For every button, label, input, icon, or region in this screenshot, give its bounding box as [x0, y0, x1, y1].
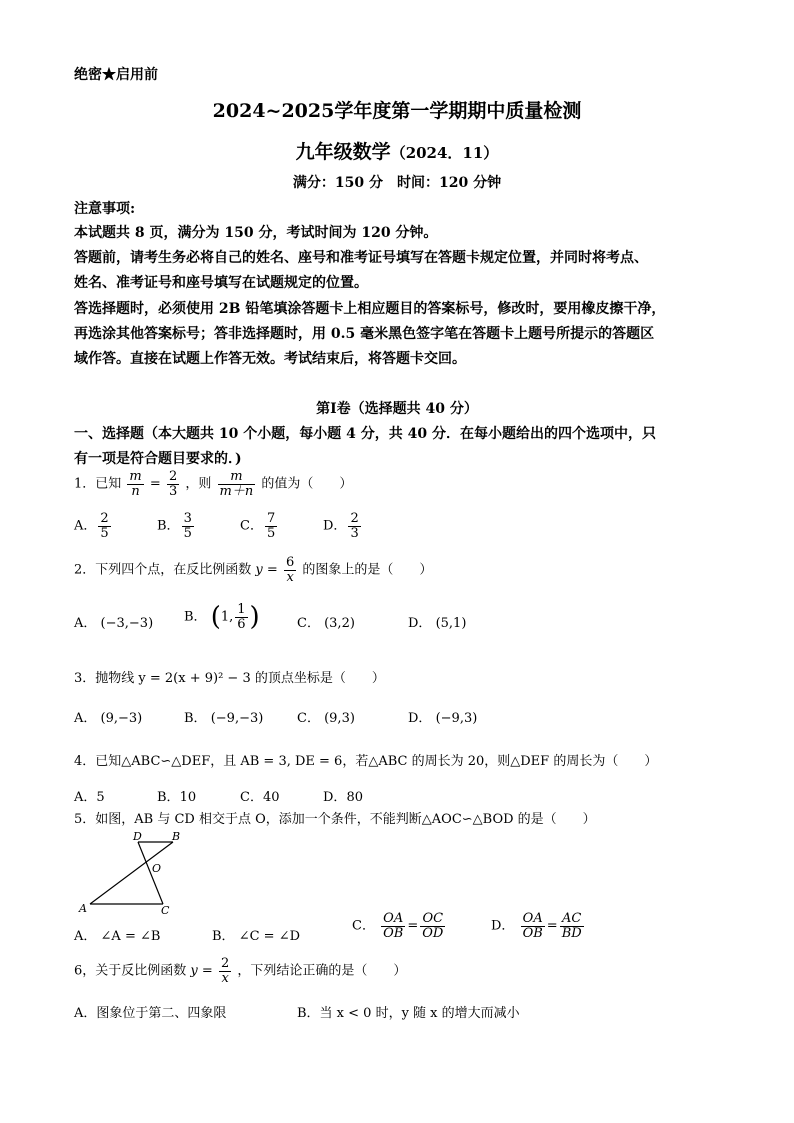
label-o: O	[152, 862, 162, 875]
q4-option-a[interactable]: A．5	[74, 790, 105, 805]
q5-figure	[70, 830, 200, 915]
notes-line: 答选择题时，必须使用 2B 铅笔填涂答题卡上相应题目的答案标号，修改时，要用橡皮擦干净，	[74, 301, 666, 317]
q1-fraction-m-mn: $\frac{m}{m+n}$	[219, 469, 254, 499]
notes-line: 本试题共 8 页，满分为 150 分，考试时间为 120 分钟。	[74, 225, 438, 241]
q5-option-c[interactable]: C． $\frac{OA}{OB}$ = $\frac{OC}{OD}$	[352, 911, 444, 941]
q1-option-a[interactable]: A． $\frac{2}{5}$	[74, 511, 109, 541]
label-d: D	[133, 830, 142, 843]
notes-line: 域作答。直接在试题上作答无效。考试结束后，将答题卡交回。	[74, 351, 466, 367]
q1-suffix: 的值为（ ）	[261, 476, 353, 492]
q6-option-a[interactable]: A．图象位于第二、四象限	[74, 1006, 227, 1021]
q4-option-b[interactable]: B．10	[157, 790, 197, 805]
exam-title: 2024~2025学年度第一学期期中质量检测	[212, 100, 582, 122]
q6-fraction-2-x: $\frac{2}{x}$	[220, 956, 230, 986]
q1-fraction-m-n: $\frac{m}{n}$	[129, 469, 142, 499]
exam-subtitle	[0, 137, 794, 164]
q1-prefix: 1．已知	[74, 476, 122, 492]
q4-option-d[interactable]: D．80	[323, 790, 363, 805]
label-a: A	[79, 902, 87, 915]
notes-line: 答题前，请考生务必将自己的姓名、座号和准考证号填写在答题卡规定位置，并同时将考点、	[74, 250, 648, 266]
notes-line: 姓名、准考证号和座号填写在试题规定的位置。	[74, 275, 368, 291]
label-b: B	[172, 830, 181, 843]
question-6: 6，关于反比例函数 y = $\frac{2}{x}$ ，下列结论正确的是（ ）	[74, 956, 407, 986]
q2-option-b[interactable]: B． (1, $\frac{1}{6}$ )	[184, 601, 260, 632]
q6-option-b[interactable]: B．当 x < 0 时，y 随 x 的增大而减小	[297, 1006, 520, 1021]
q2-fraction-6-x: $\frac{6}{x}$	[285, 555, 295, 585]
question-2: 2．下列四个点，在反比例函数 y = $\frac{6}{x}$ 的图象上的是（ ）	[74, 555, 433, 585]
q3-option-c[interactable]: C． (9,3)	[297, 711, 355, 726]
subtitle-main: 九年级数学	[295, 141, 391, 163]
section-instructions: 有一项是符合题目要求的．)	[74, 451, 242, 467]
q4-option-c[interactable]: C．40	[240, 790, 280, 805]
q1-option-c[interactable]: C． $\frac{7}{5}$	[240, 511, 276, 541]
q5-option-a[interactable]: A． ∠A = ∠B	[74, 929, 161, 944]
label-c: C	[161, 904, 170, 915]
notes-heading: 注意事项:	[74, 201, 136, 217]
question-4: 4．已知△ABC∽△DEF，且 AB = 3, DE = 6，若△ABC 的周长为 20，则△DEF 的周长为（ ）	[74, 754, 658, 769]
score-time: 满分：150 分 时间：120 分钟	[292, 175, 502, 191]
section-title: 第Ⅰ卷（选择题共 40 分）	[316, 401, 478, 417]
q5-option-d[interactable]: D． $\frac{OA}{OB}$ = $\frac{AC}{BD}$	[491, 911, 582, 941]
question-1: 1．已知 $\frac{m}{n}$ = $\frac{2}{3}$ ，则 $\frac{m}{m+n}$ 的值为（ ）	[74, 469, 353, 499]
q2-option-a[interactable]: A． (−3,−3)	[74, 616, 154, 631]
q5-option-b[interactable]: B． ∠C = ∠D	[212, 929, 301, 944]
secret-label: 绝密★启用前	[74, 67, 158, 83]
question-3: 3．抛物线 y = 2(x + 9)² − 3 的顶点坐标是（ ）	[74, 671, 385, 686]
q3-option-a[interactable]: A． (9,−3)	[74, 711, 143, 726]
q1-option-d[interactable]: D． $\frac{2}{3}$	[323, 511, 359, 541]
q1-option-b[interactable]: B． $\frac{3}{5}$	[157, 511, 192, 541]
subtitle-date: （2024．11）	[390, 144, 499, 162]
section-instructions: 一、选择题（本大题共 10 个小题，每小题 4 分，共 40 分．在每小题给出的四个选项中，只	[74, 426, 656, 442]
q3-option-b[interactable]: B． (−9,−3)	[184, 711, 264, 726]
question-5: 5．如图，AB 与 CD 相交于点 O，添加一个条件，不能判断△AOC∽△BOD 的是（ ）	[74, 812, 596, 827]
q2-option-d[interactable]: D． (5,1)	[408, 616, 467, 631]
q3-option-d[interactable]: D． (−9,3)	[408, 711, 478, 726]
q2-option-c[interactable]: C． (3,2)	[297, 616, 355, 631]
notes-line: 再选涂其他答案标号；答非选择题时，用 0.5 毫米黑色签字笔在答题卡上题号所提示的答题区	[74, 326, 655, 342]
q1-fraction-2-3: $\frac{2}{3}$	[168, 469, 178, 499]
